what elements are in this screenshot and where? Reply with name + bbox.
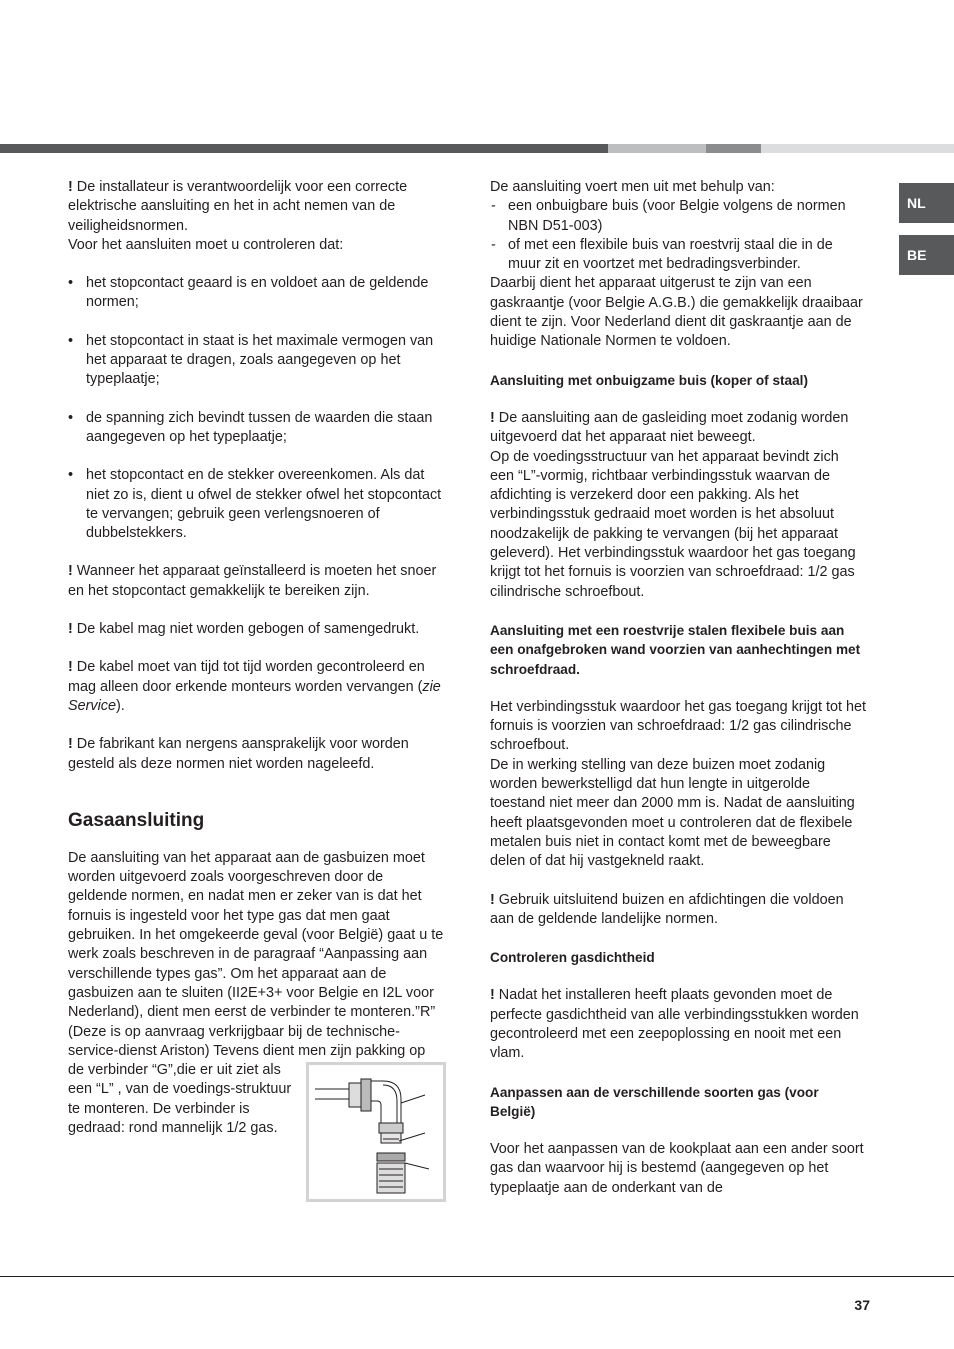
warning-paragraph: [490, 986, 866, 1063]
bullet-item: • het stopcontact in staat is het maximale vermogen van het apparaat te dragen, zoals aangegeven op het typeplaatje;: [68, 332, 444, 390]
adaptation-paragraph: Voor het aanpassen van de kookplaat aan een ander soort gas dan waarvoor hij is bestemd (aangegeven op het typeplaatje aan de onderkant van de: [490, 1141, 864, 1196]
warning-text-end: ).: [116, 697, 125, 714]
warning-mark: !: [68, 659, 73, 676]
page-number: 37: [854, 1297, 870, 1313]
text-run: ”,die er uit ziet als een “: [68, 1062, 281, 1098]
section-heading-gasaansluiting: Gasaansluiting: [68, 809, 205, 831]
connection-intro: De aansluiting voert men uit met behulp van:: [490, 179, 775, 195]
left-column: [68, 178, 444, 1202]
text-run: L: [100, 1081, 109, 1098]
bullet-item: • het stopcontact geaard is en voldoet aan de geldende normen;: [68, 274, 444, 313]
warning-text: De kabel moet van tijd tot tijd worden gecontroleerd en mag alleen door erkende monteurs worden vervangen (: [68, 659, 425, 695]
warning-mark: !: [68, 563, 73, 580]
subheading-flexible-pipe: Aansluiting met een roestvrije stalen flexibele buis aan een onafgebroken wand voorzien van aanhechtingen met schroefdraad.: [490, 622, 861, 677]
service-reference[interactable]: zie Service: [68, 678, 441, 714]
check-intro: Voor het aansluiten moet u controleren dat:: [68, 236, 344, 253]
warning-text: De installateur is verantwoordelijk voor een correcte elektrische aansluiting en het in acht nemen van de veiligheidsnormen.: [68, 179, 408, 234]
gas-connector-diagram: [306, 1062, 446, 1202]
text-run: G: [156, 1062, 168, 1079]
warning-mark: !: [490, 987, 495, 1004]
gas-connection-paragraph: [68, 849, 444, 1138]
header-bar-segment: [706, 144, 761, 153]
subheading-gas-tightness: Controleren gasdichtheid: [490, 950, 655, 966]
text-run: De aansluiting van het apparaat aan de gasbuizen moet worden uitgevoerd zoals voorgeschreven door de geldende normen, en nadat men er zeker van is dat het fornuis is ingesteld voor het type gas dat men gaat gebruiken. In het omgekeerde geval: [68, 849, 425, 944]
dash-item: - of met een flexibile buis van roestvrij staal die in de muur zit en voortzet met bedradingsverbinder.: [490, 236, 866, 275]
warning-paragraph: [68, 735, 444, 774]
warning-paragraph: [68, 658, 444, 716]
warning-paragraph: [68, 562, 444, 601]
warning-text: De aansluiting aan de gasleiding moet zodanig worden uitgevoerd dat het apparaat niet beweegt.: [490, 409, 849, 446]
warning-paragraph: [490, 891, 866, 930]
text-run: gaat u te werk zoals beschreven in de paragraaf “Aanpassing aan verschillende types gas”. Om het apparaat aan de gasbuizen aan te sluiten (II2E+3+ voor Belgie en I2L voor Nederland), dient men eerst de verbinder te monteren.”: [68, 927, 444, 1021]
footer-rule: [0, 1276, 954, 1277]
right-column: [490, 178, 866, 1198]
dash-item: - een onbuigbare buis (voor Belgie volgens de normen NBN D51-003): [490, 197, 866, 236]
warning-mark: !: [490, 891, 495, 908]
warning-mark: !: [68, 179, 73, 195]
text-run: ” (Deze is op aanvraag verkrijgbaar bij de technische-service-dienst Ariston) Tevens dient men zijn pakking op de verbinder “: [68, 1004, 436, 1079]
warning-text: De fabrikant kan nergens aansprakelijk voor worden gesteld als deze normen niet worden nageleefd.: [68, 736, 409, 772]
header-bar-segment: [608, 144, 706, 153]
warning-mark: !: [490, 409, 495, 426]
text-run: ” , van de voedings-struktuur te monteren. De verbinder is gedraad: rond mannelijk 1/2 gas.: [68, 1081, 292, 1136]
text-run: ”-vormig, richtbaar verbindingsstuk waarvan de afdichting is verzekerd door een pakking. Als het verbindingsstuk gedraaid moet worden is het absoluut noodzakelijk de pakking te vervangen (bij het apparaat geleverd). Het verbindingsstuk waardoor het gas toegang krijgt tot het fornuis is voorzien van schroefdraad: 1/2 gas cilindrische schroefbout.: [490, 467, 856, 600]
subheading-gas-adaptation: Aanpassen aan de verschillende soorten gas (voor België): [490, 1084, 819, 1119]
warning-text: Gebruik uitsluitend buizen en afdichtingen die voldoen aan de geldende landelijke normen.: [490, 891, 844, 927]
subheading-rigid-pipe: Aansluiting met onbuigzame buis (koper of staal): [490, 372, 808, 388]
warning-paragraph: [68, 620, 444, 639]
bullet-item: • het stopcontact en de stekker overeenkomen. Als dat niet zo is, dient u ofwel de stekker ofwel het stopcontact te vervangen; gebruik geen verlengsnoeren of dubbelstekkers.: [68, 466, 444, 543]
l-connector-paragraph: [490, 448, 866, 602]
installer-warning: [68, 178, 444, 236]
warning-mark: !: [68, 621, 73, 638]
header-color-bar: [0, 144, 954, 153]
thread-paragraph: Het verbindingsstuk waardoor het gas toegang krijgt tot het fornuis is voorzien van schroefdraad: 1/2 gas cilindrische schroefbout.: [490, 698, 866, 754]
header-bar-segment: [0, 144, 608, 153]
length-paragraph: De in werking stelling van deze buizen moet zodanig worden bewerkstelligd dat hun lengte in uitgerolde toestand niet meer dan 2000 mm is. Nadat de aansluiting heeft plaatsgevonden moet u controleren dat de flexibele metalen buis niet in contact komt met de beweegbare delen of dat hij vastgekneld raakt.: [490, 756, 855, 870]
language-tab-be[interactable]: [899, 235, 954, 275]
warning-text: Wanneer het apparaat geïnstalleerd is moeten het snoer en het stopcontact gemakkelijk te bereiken zijn.: [68, 563, 437, 599]
header-bar-segment: [761, 144, 954, 153]
language-tab-label: BE: [907, 247, 927, 263]
connector-illustration: [309, 1065, 443, 1199]
gas-tap-paragraph: Daarbij dient het apparaat uitgerust te zijn van een gaskraantje (voor Belgie A.G.B.) die gemakkelijk draaibaar dient te zijn. Voor Nederland dient dit gaskraantje aan de huidige Nationale Normen te voldoen.: [490, 275, 863, 350]
language-tab-nl[interactable]: [899, 183, 954, 223]
warning-paragraph: [490, 409, 866, 448]
warning-mark: !: [68, 736, 73, 753]
warning-text: De kabel mag niet worden gebogen of samengedrukt.: [72, 621, 420, 638]
language-tab-label: NL: [907, 195, 926, 211]
warning-text: Nadat het installeren heeft plaats gevonden moet de perfecte gasdichtheid van alle verbindingsstukken worden gecontroleerd met een zeepoplossing en nooit met een vlam.: [490, 987, 859, 1062]
text-run: Op de voedingsstructuur van het apparaat bevindt zich een “: [490, 448, 839, 484]
text-run: L: [522, 467, 531, 484]
text-run: R: [419, 1004, 431, 1021]
text-run: (voor België): [301, 927, 384, 944]
bullet-item: • de spanning zich bevindt tussen de waarden die staan aangegeven op het typeplaatje;: [68, 409, 444, 448]
